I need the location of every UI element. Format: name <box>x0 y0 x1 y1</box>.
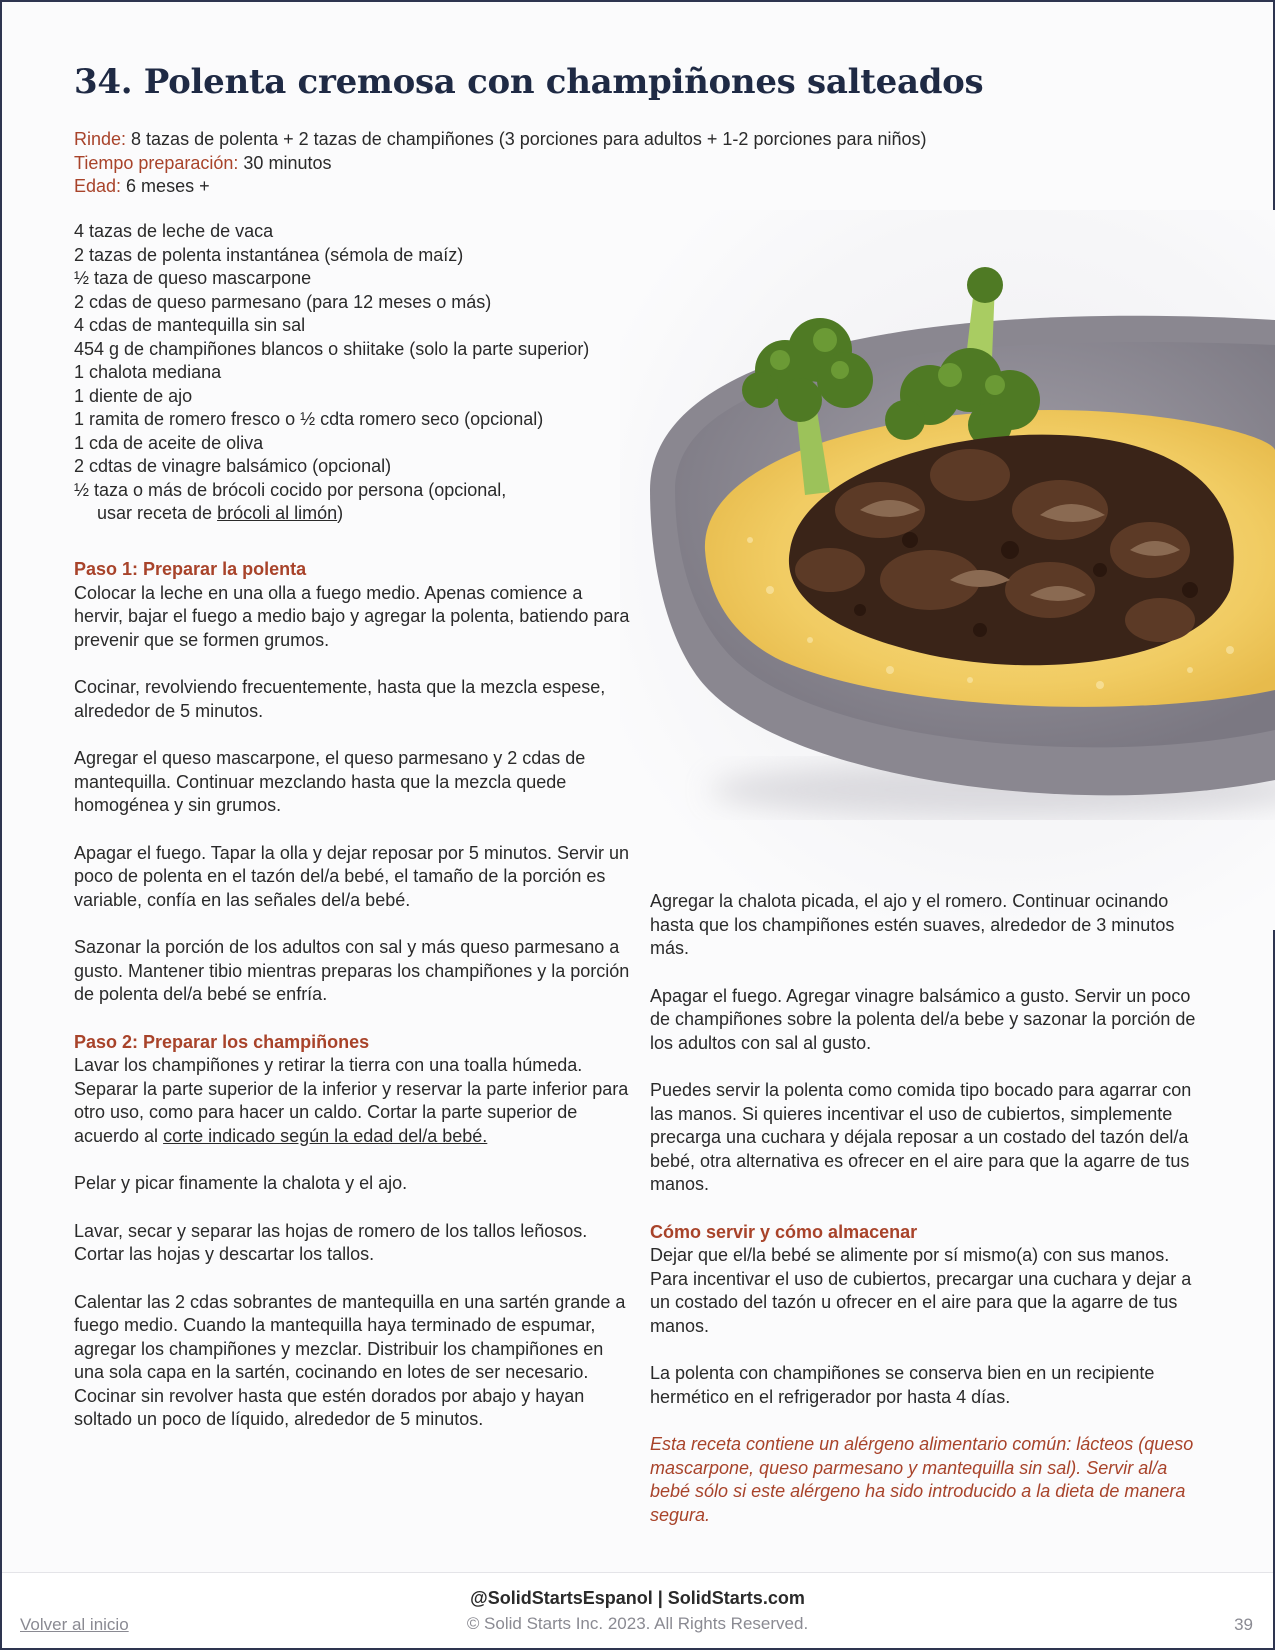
step1-paragraph: Apagar el fuego. Tapar la olla y dejar reposar por 5 minutos. Servir un poco de polenta en el tazón del/a bebé, el tamaño de la porción es variable, confía en las señales del/a bebé. <box>74 842 629 910</box>
age-value: 6 meses + <box>121 176 210 196</box>
step2-paragraph: Lavar, secar y separar las hojas de romero de los tallos leñosos. Cortar las hojas y descartar los tallos. <box>74 1220 588 1264</box>
recipe-meta <box>74 128 1194 199</box>
ingredient-suffix: ) <box>337 503 344 523</box>
back-to-start-link[interactable]: Volver al inicio <box>20 1615 129 1634</box>
ingredient-prefix: usar receta de <box>97 503 218 523</box>
ingredient-item: 454 g de champiñones blancos o shiitake (solo la parte superior) <box>74 338 590 359</box>
ingredient-item: ½ taza de queso mascarpone <box>74 268 312 288</box>
step2-heading: Paso 2: Preparar los champiñones <box>74 1031 370 1052</box>
footer-copyright: © Solid Starts Inc. 2023. All Rights Reserved. <box>466 1614 809 1633</box>
step1-paragraph: Sazonar la porción de los adultos con sal y más queso parmesano a gusto. Mantener tibio mientras preparas los champiñones y la porción de polenta del/a bebé se enfría. <box>74 937 630 1004</box>
right-column <box>650 890 1210 1551</box>
ingredient-item: 1 ramita de romero fresco o ½ cdta romero seco (opcional) <box>74 409 544 429</box>
allergen-warning: Esta receta contiene un alérgeno alimentario común: lácteos (queso mascarpone, queso parmesano y mantequilla sin sal). Servir al/a bebé sólo si este alérgeno ha sido introducido a la dieta de manera segura. <box>650 1434 1194 1525</box>
ingredient-item: 2 cdtas de vinagre balsámico (opcional) <box>74 456 392 476</box>
ingredient-item: 1 diente de ajo <box>74 385 193 406</box>
polenta-bowl-image <box>630 260 1275 820</box>
step1-heading: Paso 1: Preparar la polenta <box>74 559 307 579</box>
ingredient-item: 2 cdas de queso parmesano (para 12 meses o más) <box>74 291 492 312</box>
cut-guide-link[interactable]: corte indicado según la edad del/a bebé. <box>163 1125 488 1146</box>
time-value: 30 minutos <box>238 152 332 173</box>
step2-paragraph: Pelar y picar finamente la chalota y el ajo. <box>74 1173 408 1193</box>
storage-paragraph: La polenta con champiñones se conserva bien en un recipiente hermético en el refrigerador por hasta 4 días. <box>650 1363 1155 1407</box>
ingredient-item: 4 cdas de mantequilla sin sal <box>74 315 306 335</box>
age-label: Edad: <box>74 176 122 196</box>
step2-paragraph <box>74 1054 634 1148</box>
step1-paragraph: Colocar la leche en una olla a fuego medio. Apenas comience a hervir, bajar el fuego a medio bajo y agregar la polenta, batiendo para prevenir que se formen grumos. <box>74 582 630 650</box>
footer <box>2 1573 1273 1648</box>
footer-handle: @SolidStartsEspanol | SolidStarts.com <box>470 1588 805 1608</box>
ingredient-item: 4 tazas de leche de vaca <box>74 221 274 241</box>
time-row <box>74 152 1194 176</box>
time-label: Tiempo preparación: <box>74 152 239 173</box>
yield-row <box>74 128 1194 152</box>
broccoli-recipe-link[interactable]: brócoli al limón <box>217 503 338 523</box>
recipe-title: 34. Polenta cremosa con champiñones salteados <box>74 62 984 102</box>
page-number: 39 <box>1234 1615 1253 1634</box>
step2-paragraph: Agregar la chalota picada, el ajo y el romero. Continuar ocinando hasta que los champiñones estén suaves, alrededor de 3 minutos más. <box>650 891 1175 958</box>
yield-value: 8 tazas de polenta + 2 tazas de champiñones (3 porciones para adultos + 1-2 porciones para niños) <box>126 129 927 149</box>
step2-paragraph: Puedes servir la polenta como comida tipo bocado para agarrar con las manos. Si quieres incentivar el uso de cubiertos, simplemente precarga una cuchara y déjala reposar a un costado del tazón del/a bebé, otra alternativa es ofrecer en el aire para que la agarre de tus manos. <box>650 1080 1192 1194</box>
serve-paragraph: Dejar que el/la bebé se alimente por sí mismo(a) con sus manos. Para incentivar el uso de cubiertos, precargar una cuchara y dejar a un costado del tazón u ofrecer en el aire para que la agarre de tus manos. <box>650 1245 1192 1336</box>
step2-text: Lavar los champiñones y retirar la tierra con una toalla húmeda. Separar la parte superior de la inferior y reservar la parte inferior para otro uso, como para hacer un caldo. Cortar la parte superior de acuerdo al <box>74 1055 629 1146</box>
serve-heading: Cómo servir y cómo almacenar <box>650 1221 918 1242</box>
ingredient-item-continued <box>74 502 674 526</box>
step1-paragraph: Cocinar, revolviendo frecuentemente, hasta que la mezcla espese, alrededor de 5 minutos. <box>74 677 606 721</box>
ingredient-item: 2 tazas de polenta instantánea (sémola de maíz) <box>74 244 464 265</box>
age-row <box>74 175 1194 199</box>
ingredient-item: ½ taza o más de brócoli cocido por persona (opcional, <box>74 479 507 500</box>
step1-paragraph: Agregar el queso mascarpone, el queso parmesano y 2 cdas de mantequilla. Continuar mezclando hasta que la mezcla quede homogénea y sin grumos. <box>74 748 586 815</box>
left-column <box>74 558 634 1456</box>
ingredient-item: 1 cda de aceite de oliva <box>74 432 264 453</box>
ingredient-list <box>74 220 674 526</box>
ingredient-item: 1 chalota mediana <box>74 362 222 382</box>
step2-paragraph: Apagar el fuego. Agregar vinagre balsámico a gusto. Servir un poco de champiñones sobre la polenta del/a bebe y sazonar la porción de los adultos con sal al gusto. <box>650 985 1196 1053</box>
step2-paragraph: Calentar las 2 cdas sobrantes de mantequilla en una sartén grande a fuego medio. Cuando la mantequilla haya terminado de espumar, agregar los champiñones y mezclar. Distribuir los champiñones en una sola capa en la sartén, cocinando en lotes de ser necesario. Cocinar sin revolver hasta que estén dorados por abajo y hayan soltado un poco de líquido, alrededor de 5 minutos. <box>74 1291 626 1429</box>
yield-label: Rinde: <box>74 129 127 149</box>
footer-divider <box>2 1572 1273 1573</box>
